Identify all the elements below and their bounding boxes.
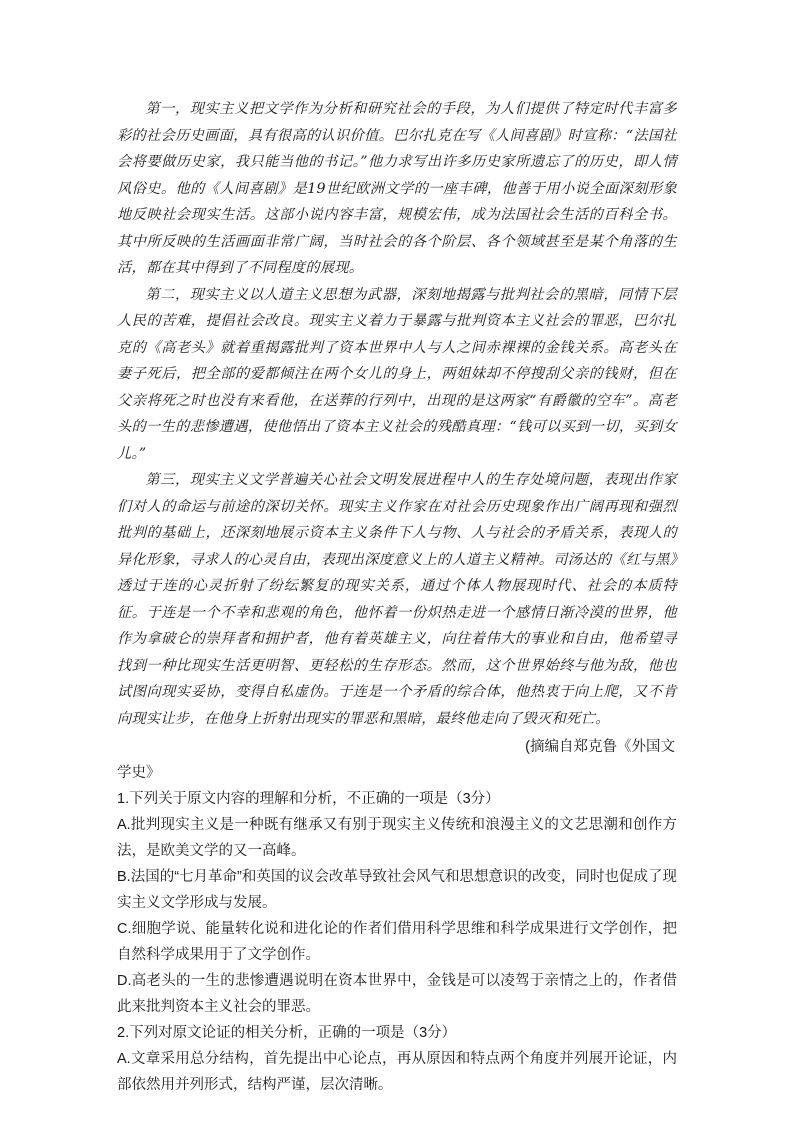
passage-paragraph-1: 第一，现实主义把文学作为分析和研究社会的手段，为人们提供了特定时代丰富多彩的社会历史画面，具有很高的认识价值。巴尔扎克在写《人间喜剧》时宣称：“法国社会将要做历史家，我只能当他的书记。”他力求写出许多历史家所遗忘了的历史，即人情风俗史。他的《人间喜剧》是19世纪欧洲文学的一座丰碑，他善于用小说全面深刻形象地反映社会现实生活。这部小说内容丰富，规模宏伟，成为法国社会生活的百科全书。其中所反映的生活画面非常广阔，当时社会的各个阶层、各个领域甚至是某个角落的生活，都在其中得到了不同程度的展现。 xyxy=(117,101,677,276)
source-citation xyxy=(117,734,677,786)
passage-paragraph-2: 第二，现实主义以人道主义思想为武器，深刻地揭露与批判社会的黑暗，同情下层人民的苦难，提倡社会改良。现实主义着力于暴露与批判资本主义社会的罪恶，巴尔扎克的《高老头》就着重揭露批判了资本世界中人与人之间赤裸裸的金钱关系。高老头在妻子死后，把全部的爱都倾注在两个女儿的身上，两姐妹却不停搜刮父亲的钱财，但在父亲将死之时也没有来看他，在送葬的行列中，出现的是这两家“有爵徽的空车”。高老头的一生的悲惨遭遇，使他悟出了资本主义社会的残酷真理：“钱可以买到一切，买到女儿。” xyxy=(117,286,677,462)
source-citation-line-2: 学史》 xyxy=(117,765,161,781)
question-2 xyxy=(117,1020,677,1098)
question-1-option-a: A.批判现实主义是一种既有继承又有别于现实主义传统和浪漫主义的文艺思潮和创作方法，是欧美文学的又一高峰。 xyxy=(117,817,677,859)
source-citation-line-1: (摘编自郑克鲁《外国文 xyxy=(525,739,675,755)
question-1-option-c: C.细胞学说、能量转化说和进化论的作者们借用科学思维和科学成果进行文学创作，把自然科学成果用于了文学创作。 xyxy=(117,921,677,963)
question-2-option-a: A.文章采用总分结构，首先提出中心论点，再从原因和特点两个角度并列展开论证，内部依然用并列形式，结构严谨，层次清晰。 xyxy=(117,1051,677,1093)
question-1-option-b: B.法国的“七月革命”和英国的议会改革导致社会风气和思想意识的改变，同时也促成了现实主义文学形成与发展。 xyxy=(117,869,677,911)
document-page xyxy=(117,96,677,1098)
passage-paragraph-3: 第三，现实主义文学普遍关心社会文明发展进程中人的生存处境问题，表现出作家们对人的命运与前途的深切关怀。现实主义作家在对社会历史现象作出广阔再现和强烈批判的基础上，还深刻地展示资本主义条件下人与物、人与社会的矛盾关系，表现人的异化形象，寻求人的心灵自由，表现出深度意义上的人道主义精神。司汤达的《红与黑》透过于连的心灵折射了纷纭繁复的现实关系，通过个体人物展现时代、社会的本质特征。于连是一个不幸和悲观的角色，他怀着一份炽热走进一个感情日渐冷漠的世界，他作为拿破仑的崇拜者和拥护者，他有着英雄主义，向往着伟大的事业和自由，他希望寻找到一种比现实生活更明智、更轻松的生存形态。然而，这个世界始终与他为敌，他也试图向现实妥协，变得自私虚伪。于连是一个矛盾的综合体，他热衷于向上爬，又不肯向现实让步，在他身上折射出现实的罪恶和黑暗，最终他走向了毁灭和死亡。 xyxy=(117,472,677,727)
question-1-stem: 1.下列关于原文内容的理解和分析，不正确的一项是（3分） xyxy=(117,791,500,807)
question-1-option-d: D.高老头的一生的悲惨遭遇说明在资本世界中，金钱是可以凌驾于亲情之上的，作者借此来批判资本主义社会的罪恶。 xyxy=(117,973,677,1015)
question-2-stem: 2.下列对原文论证的相关分析，正确的一项是（3分） xyxy=(117,1025,457,1041)
passage xyxy=(117,96,677,732)
question-1 xyxy=(117,786,677,1020)
